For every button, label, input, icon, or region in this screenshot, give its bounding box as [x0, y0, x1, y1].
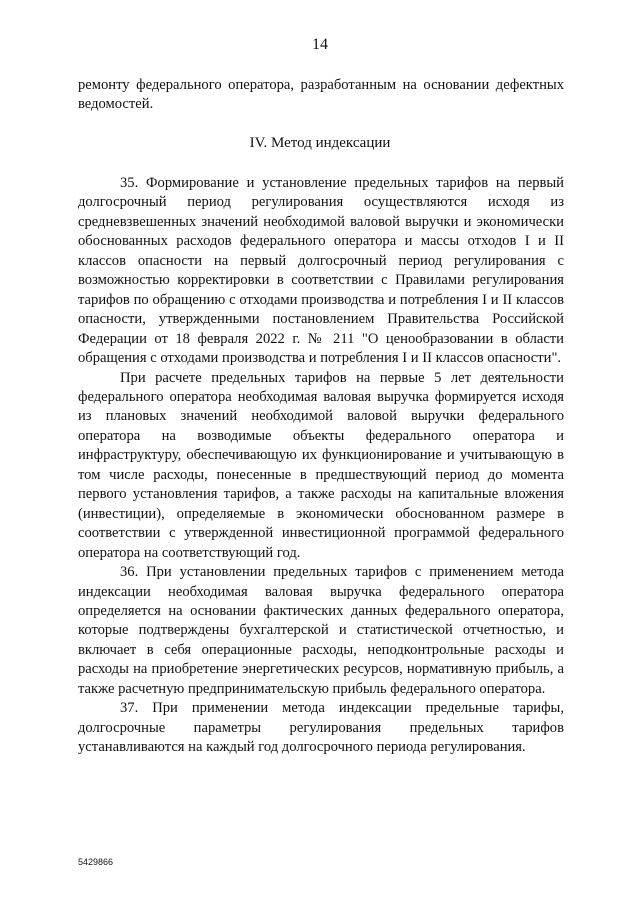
page-number: 14	[312, 36, 328, 53]
paragraph-35: 35. Формирование и установление предельных тарифов на первый долгосрочный период регулирования осуществляются исходя из средневзвешенных значений необходимой валовой выручки и экономически обоснованных расходов федерального оператора и массы отходов I и II классов опасности на первый долгосрочный период регулирования с возможностью корректировки в соответствии с Правилами регулирования тарифов по обращению с отходами производства и потребления I и II классов опасности, утвержденными постановлением Правительства Российской Федерации от 18 февраля 2022 г. № 211 "О ценообразовании в области обращения с отходами производства и потребления I и II классов опасности".	[78, 175, 564, 367]
carryover-text-block	[78, 76, 564, 115]
section-heading: IV. Метод индексации	[249, 135, 391, 151]
carryover-paragraph: ремонту федерального оператора, разработанным на основании дефектных ведомостей.	[78, 77, 564, 113]
main-text-block	[78, 174, 564, 758]
document-code: 5429866	[78, 857, 114, 867]
paragraph-35-continued: При расчете предельных тарифов на первые 5 лет деятельности федерального оператора необходимая валовая выручка формируется исходя из плановых значений необходимой валовой выручки федерального оператора на возводимые объекты федерального оператора и инфраструктуру, обеспечивающую их функционирование и учитывающую в том числе расходы, понесенные в предшествующий период до момента первого установления тарифов, а также расходы на капитальные вложения (инвестиции), определяемые в экономически обоснованном размере в соответствии с утвержденной инвестиционной программой федерального оператора на соответствующий год.	[78, 369, 564, 561]
paragraph-36: 36. При установлении предельных тарифов с применением метода индексации необходимая валовая выручка федерального оператора определяется на основании фактических данных федерального оператора, которые подтверждены бухгалтерской и статистической отчетностью, и включает в себя операционные расходы, неподконтрольные расходы и расходы на приобретение энергетических ресурсов, нормативную прибыль, а также расчетную предпринимательскую прибыль федерального оператора.	[78, 564, 564, 697]
paragraph-37: 37. При применении метода индексации предельные тарифы, долгосрочные параметры регулирования предельных тарифов устанавливаются на каждый год долгосрочного периода регулирования.	[78, 700, 564, 756]
